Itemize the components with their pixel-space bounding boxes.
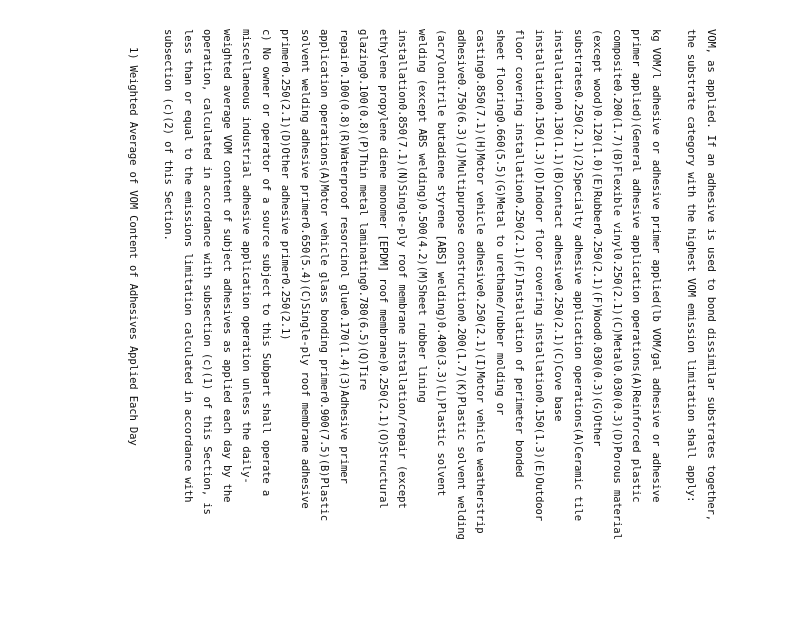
text-line: welding (except ABS welding)0.500(4.2)(M)Sheet rubber lining [416, 29, 428, 403]
text-line: primer0.250(2.1)(D)Other adhesive primer0.250(2.1) [279, 29, 292, 341]
text-line: miscellaneous industrial adhesive application operation unless the daily- [240, 29, 253, 484]
text-line: application operations(A)Motor vehicle glass bonding primer0.900(7.5)(B)Plastic [318, 29, 331, 522]
text-line: subsection (c)(2) of this Section. [162, 29, 175, 241]
text-line: glazing0.100(0.8)(P)Thin metal laminating0.780(6.5)(Q)Tire [357, 29, 370, 391]
emission-limits-paragraph [275, 29, 665, 589]
text-line: installation0.850(7.1)(N)Single-ply roof membrane installation/repair (except [396, 29, 409, 509]
intro-paragraph [681, 29, 720, 589]
text-line: c) No owner or operator of a source subject to this Subpart shall operate a [260, 29, 272, 497]
text-line: less than or equal to the emissions limitation calculated in accordance with [182, 29, 194, 503]
text-line: substrates0.250(2.1)(2)Specialty adhesive application operations(A)Ceramic tile [572, 29, 584, 522]
subsection-c-paragraph [158, 29, 275, 589]
text-line: repair0.100(0.8)(R)Waterproof resorcinol glue0.170(1.4)(3)Adhesive primer [338, 29, 350, 484]
rotated-document-page [80, 29, 720, 589]
text-line: installation0.150(1.3)(D)Indoor floor covering installation0.150(1.3)(E)Outdoor [533, 29, 545, 522]
text-line: solvent welding adhesive primer0.650(5.4)(C)Single-ply roof membrane adhesive [299, 29, 311, 509]
text-line: sheet flooring0.660(5.5)(G)Metal to urethane/rubber molding or [494, 29, 506, 416]
text-line: composite0.200(1.7)(B)Flexible vinyl0.250(2.1)(C)Metal0.030(0.3)(D)Porous material [611, 29, 623, 540]
text-line: casting0.850(7.1)(H)Motor vehicle adhesive0.250(2.1)(I)Motor vehicle weatherstrip [474, 29, 487, 534]
subsection-heading: 1) Weighted Average of VOM Content of Adhesives Applied Each Day [127, 47, 139, 446]
text-line: the substrate category with the highest VOM emission limitation shall apply: [685, 29, 698, 503]
text-line: operation, calculated in accordance with subsection (c)(1) of this Section, is [201, 29, 214, 515]
text-line: weighted average VOM content of subject adhesives as applied each day by the [221, 29, 233, 503]
text-line: adhesive0.750(6.3)(J)Multipurpose construction0.200(1.7)(K)Plastic solvent welding [455, 29, 467, 540]
text-line: (acrylonitrile butadiene styrene [ABS] welding)0.400(3.3)(L)Plastic solvent [435, 29, 448, 497]
text-line: floor covering installation0.250(2.1)(F)Installation of perimeter bonded [513, 29, 526, 478]
text-line: VOM, as applied. If an adhesive is used to bond dissimilar substrates together, [705, 29, 717, 522]
text-line: primer applied)(General adhesive application operations(A)Reinforced plastic [630, 29, 643, 503]
text-line: (except wood)0.120(1.0)(E)Rubber0.250(2.1)(F)Wood0.030(0.3)(G)Other [591, 29, 604, 447]
text-line: kg VOM/l adhesive or adhesive primer applied(lb VOM/gal adhesive or adhesive [650, 29, 662, 503]
text-line: installation0.130(1.1)(B)Contact adhesive0.250(2.1)(C)Cove base [552, 29, 565, 422]
text-line: ethylene propylene diene monomer [EPDM] roof membrane)0.250(2.1)(O)Structural [377, 29, 389, 509]
